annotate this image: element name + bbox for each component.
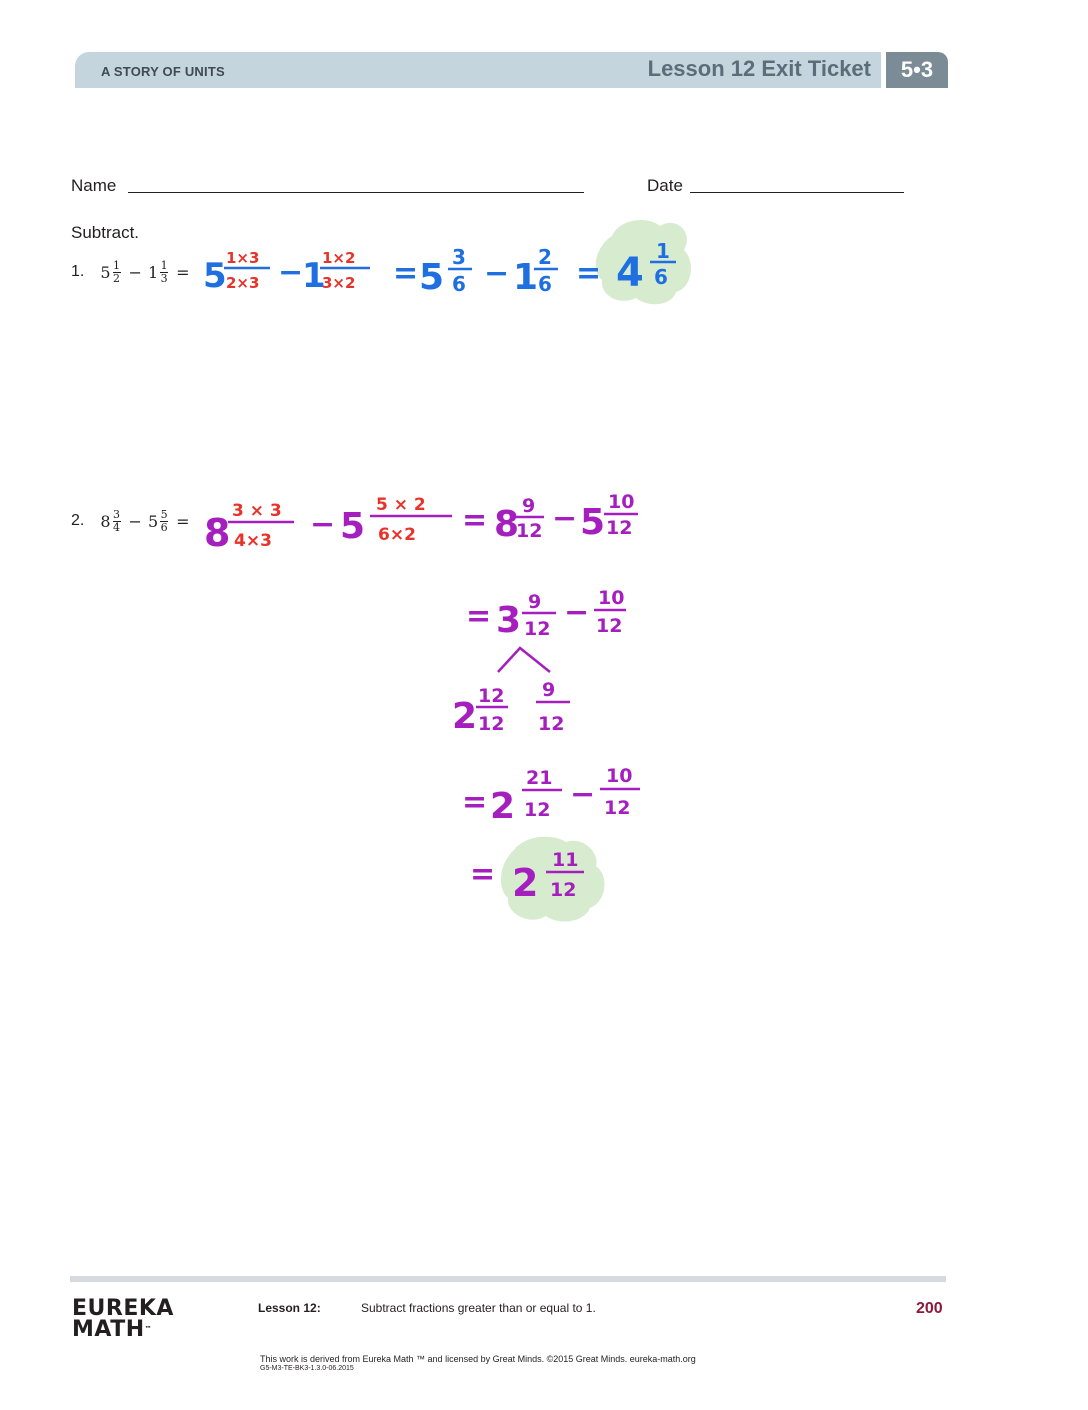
hw-numerator: 10: [608, 491, 635, 513]
hw-denominator: 6: [452, 272, 466, 296]
numerator: 3: [113, 508, 121, 521]
hw-numerator: 21: [526, 767, 553, 789]
hw-denominator: 12: [596, 615, 623, 637]
name-label: Name: [71, 176, 117, 195]
problem-number: 2.: [71, 512, 85, 530]
hw-whole: 5: [419, 257, 445, 298]
hw-whole: 8: [494, 504, 520, 545]
hw-whole: 2: [490, 786, 516, 827]
whole: 5: [147, 511, 159, 531]
hw-answer-denominator: 6: [654, 265, 668, 289]
hw-numerator: 9: [522, 495, 536, 517]
hw-denominator: 4×3: [234, 531, 272, 551]
hw-minus: −: [552, 501, 578, 536]
hw-numerator: 9: [528, 591, 542, 613]
hw-denominator: 12: [524, 799, 551, 821]
whole: 8: [100, 511, 111, 531]
equals-sign: =: [176, 262, 190, 282]
hw-numerator: 10: [606, 765, 633, 787]
denominator: 3: [160, 271, 168, 285]
hw-numerator: 9: [542, 679, 556, 701]
hw-whole: 1: [302, 256, 326, 296]
hw-denominator: 12: [478, 713, 505, 735]
hw-answer-numerator: 11: [552, 849, 579, 871]
hw-whole: 3: [496, 600, 522, 641]
hw-numerator: 2: [538, 245, 552, 269]
hw-denominator: 12: [606, 517, 633, 539]
denominator: 4: [113, 520, 121, 534]
denominator: 6: [160, 520, 168, 534]
logo-line-2: MATH: [72, 1317, 145, 1342]
hw-minus: −: [570, 777, 596, 812]
hw-minus: −: [278, 255, 304, 290]
hw-denominator: 6: [538, 272, 552, 296]
hw-denominator: 12: [604, 797, 631, 819]
module-badge: 5•3: [886, 52, 948, 88]
equals-sign: =: [176, 511, 190, 531]
eureka-math-logo: [72, 1298, 174, 1340]
hw-equals: =: [576, 256, 602, 291]
hw-numerator: 1×3: [226, 249, 260, 267]
whole: 1: [147, 262, 159, 282]
footer-rule: [70, 1276, 946, 1282]
denominator: 2: [113, 271, 121, 285]
hw-whole: 5: [340, 506, 366, 547]
hw-whole: 2: [452, 696, 478, 737]
footer-lesson-label: Lesson 12:: [258, 1301, 321, 1315]
hw-answer-denominator: 12: [550, 879, 577, 901]
hw-equals: =: [462, 785, 488, 820]
minus-sign: −: [128, 511, 142, 531]
hw-numerator: 1×2: [322, 249, 356, 267]
date-label: Date: [647, 176, 683, 195]
hw-numerator: 5 × 2: [376, 495, 426, 515]
hw-whole: 1: [513, 257, 539, 298]
hw-denominator: 6×2: [378, 525, 416, 545]
hw-answer-numerator: 1: [656, 239, 670, 263]
page-title: Lesson 12 Exit Ticket: [647, 56, 871, 81]
whole: 5: [100, 262, 111, 282]
footer-lesson-description: Subtract fractions greater than or equal to 1.: [361, 1301, 596, 1315]
hw-denominator: 2×3: [226, 274, 260, 292]
numerator: 1: [113, 259, 121, 272]
minus-sign: −: [128, 262, 142, 282]
hw-denominator: 12: [538, 713, 565, 735]
instructions: Subtract.: [71, 223, 140, 242]
hw-whole: 5: [580, 502, 606, 543]
hw-equals: =: [470, 857, 496, 892]
hw-equals: =: [393, 256, 419, 291]
numerator: 5: [160, 508, 168, 521]
hw-equals: =: [462, 503, 488, 538]
page-number: 200: [916, 1300, 943, 1317]
logo-line-1: EUREKA: [72, 1296, 174, 1321]
hw-whole: 8: [204, 511, 231, 555]
series-label: A STORY OF UNITS: [101, 64, 225, 79]
hw-minus: −: [310, 507, 336, 542]
problem-number: 1.: [71, 263, 85, 281]
numerator: 1: [160, 259, 168, 272]
hw-numerator: 12: [478, 685, 505, 707]
hw-minus: −: [484, 256, 510, 291]
document-code: G5-M3-TE-BK3-1.3.0-06.2015: [260, 1365, 354, 1372]
hw-whole: 5: [203, 256, 227, 296]
logo-trademark: ™: [144, 1325, 153, 1333]
hw-answer-whole: 2: [512, 861, 539, 905]
hw-minus: −: [564, 595, 590, 630]
hw-denominator: 12: [524, 618, 551, 640]
decompose-branch: [498, 648, 550, 672]
hw-numerator: 10: [598, 587, 625, 609]
hw-equals: =: [466, 599, 492, 634]
hw-denominator: 12: [516, 520, 543, 542]
hw-numerator: 3: [452, 245, 466, 269]
hw-answer-whole: 4: [616, 250, 644, 296]
license-text: This work is derived from Eureka Math ™ and licensed by Great Minds. ©2015 Great Minds. eureka-math.org: [260, 1354, 696, 1364]
hw-numerator: 3 × 3: [232, 501, 282, 521]
hw-denominator: 3×2: [322, 274, 356, 292]
